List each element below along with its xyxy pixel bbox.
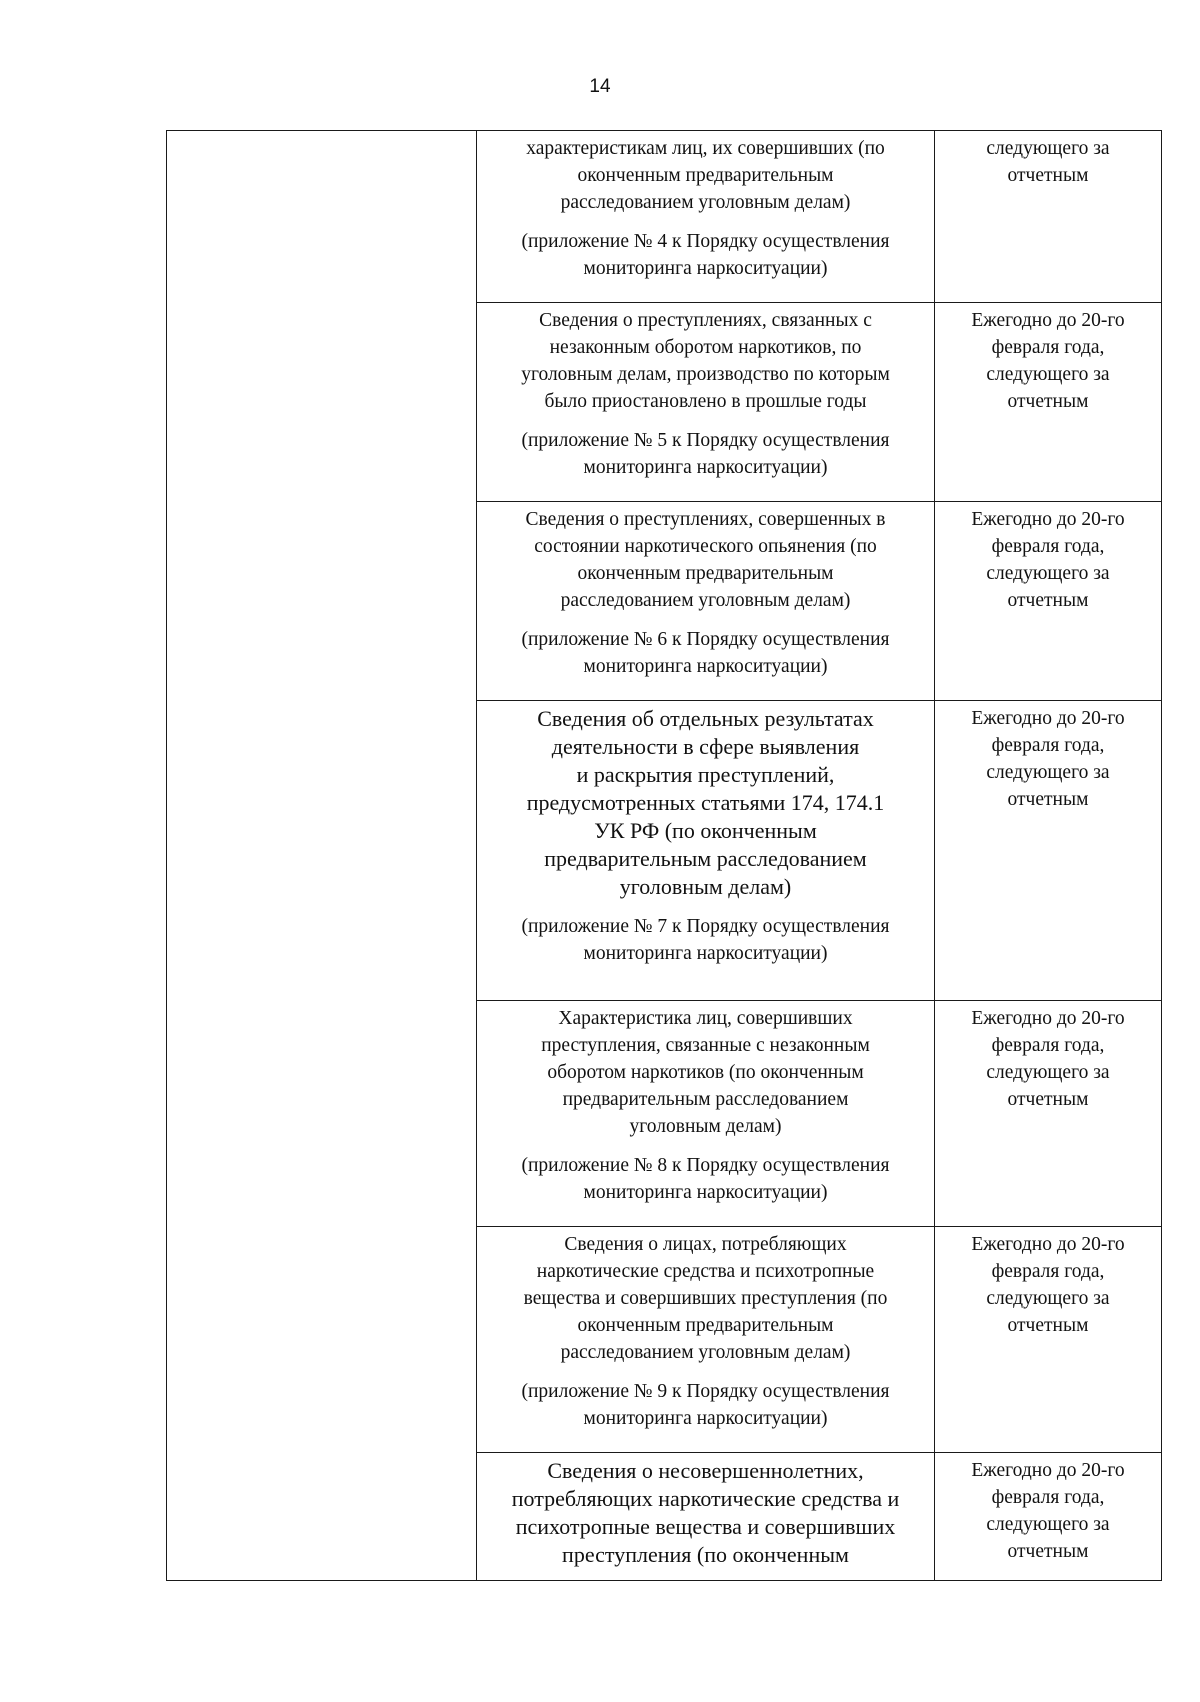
text-line: Сведения о несовершеннолетних,	[547, 1458, 864, 1483]
appendix-reference	[477, 1140, 934, 1216]
deadline-cell	[935, 1001, 1162, 1227]
text-line: предварительным расследованием	[544, 846, 867, 871]
report-description-cell	[477, 701, 935, 1001]
text-line: оконченным предварительным	[577, 165, 834, 186]
deadline-text	[935, 1227, 1161, 1339]
text-line: отчетным	[1007, 789, 1089, 810]
text-line: февраля года,	[991, 735, 1105, 756]
deadline-cell	[935, 303, 1162, 502]
report-description-cell	[477, 502, 935, 701]
text-line: психотропные вещества и совершивших	[515, 1514, 896, 1539]
text-line: следующего за	[986, 1062, 1110, 1083]
appendix-reference	[477, 614, 934, 690]
text-line: отчетным	[1007, 1541, 1089, 1562]
text-line: было приостановлено в прошлые годы	[544, 391, 867, 412]
appendix-reference	[477, 901, 934, 977]
report-description-cell	[477, 1227, 935, 1453]
deadline-cell	[935, 701, 1162, 1001]
table-row	[167, 131, 1162, 303]
report-description-cell	[477, 131, 935, 303]
text-line: следующего за	[986, 364, 1110, 385]
text-line: Сведения о лицах, потребляющих	[564, 1234, 847, 1255]
text-line: Ежегодно до 20-го	[971, 708, 1125, 729]
text-line: оконченным предварительным	[577, 563, 834, 584]
text-line: уголовным делам)	[629, 1116, 782, 1137]
deadline-text	[935, 701, 1161, 813]
text-line: Сведения о преступлениях, связанных с	[539, 310, 872, 331]
text-line: расследованием уголовным делам)	[560, 1342, 851, 1363]
deadline-cell	[935, 502, 1162, 701]
report-description	[477, 131, 934, 216]
text-line: уголовным делам)	[619, 874, 792, 899]
text-line: следующего за	[986, 138, 1110, 159]
deadline-cell	[935, 1453, 1162, 1581]
page-number: 14	[589, 76, 611, 97]
text-line: мониторинга наркоситуации)	[583, 943, 828, 964]
report-description	[477, 502, 934, 614]
report-description	[477, 1453, 934, 1569]
text-line: февраля года,	[991, 337, 1105, 358]
text-line: (приложение № 9 к Порядку осуществления	[521, 1381, 890, 1402]
text-line: деятельности в сфере выявления	[551, 734, 860, 759]
appendix-reference	[477, 415, 934, 491]
deadline-text	[935, 303, 1161, 415]
report-description-cell	[477, 303, 935, 502]
text-line: Ежегодно до 20-го	[971, 1460, 1125, 1481]
text-line: вещества и совершивших преступления (по	[523, 1288, 888, 1309]
text-line: (приложение № 4 к Порядку осуществления	[521, 231, 890, 252]
deadline-cell	[935, 1227, 1162, 1453]
text-line: (приложение № 6 к Порядку осуществления	[521, 629, 890, 650]
text-line: февраля года,	[991, 1035, 1105, 1056]
text-line: следующего за	[986, 1514, 1110, 1535]
text-line: мониторинга наркоситуации)	[583, 1182, 828, 1203]
text-line: расследованием уголовным делам)	[560, 590, 851, 611]
text-line: характеристикам лиц, их совершивших (по	[526, 138, 885, 159]
appendix-reference	[477, 216, 934, 292]
deadline-text	[935, 502, 1161, 614]
text-line: Ежегодно до 20-го	[971, 1234, 1125, 1255]
text-line: следующего за	[986, 1288, 1110, 1309]
text-line: (приложение № 7 к Порядку осуществления	[521, 916, 890, 937]
text-line: предварительным расследованием	[562, 1089, 849, 1110]
deadline-text	[935, 131, 1161, 189]
text-line: февраля года,	[991, 536, 1105, 557]
text-line: предусмотренных статьями 174, 174.1	[526, 790, 885, 815]
text-line: Ежегодно до 20-го	[971, 1008, 1125, 1029]
report-description-cell	[477, 1453, 935, 1581]
text-line: мониторинга наркоситуации)	[583, 258, 828, 279]
text-line: Ежегодно до 20-го	[971, 310, 1125, 331]
deadline-text	[935, 1001, 1161, 1113]
appendix-reference	[477, 1366, 934, 1442]
text-line: расследованием уголовным делам)	[560, 192, 851, 213]
monitoring-reports-table	[166, 130, 1162, 1581]
text-line: незаконным оборотом наркотиков, по	[549, 337, 862, 358]
text-line: февраля года,	[991, 1487, 1105, 1508]
text-line: оконченным предварительным	[577, 1315, 834, 1336]
text-line: мониторинга наркоситуации)	[583, 656, 828, 677]
text-line: следующего за	[986, 563, 1110, 584]
text-line: отчетным	[1007, 1315, 1089, 1336]
text-line: преступления (по оконченным	[562, 1542, 849, 1567]
report-description	[477, 1001, 934, 1140]
text-line: мониторинга наркоситуации)	[583, 1408, 828, 1429]
report-description	[477, 701, 934, 901]
report-description	[477, 1227, 934, 1366]
text-line: оборотом наркотиков (по оконченным	[547, 1062, 864, 1083]
text-line: отчетным	[1007, 1089, 1089, 1110]
text-line: и раскрытия преступлений,	[576, 762, 835, 787]
text-line: наркотические средства и психотропные	[536, 1261, 875, 1282]
text-line: УК РФ (по оконченным	[594, 818, 817, 843]
text-line: Сведения об отдельных результатах	[537, 706, 874, 731]
text-line: потребляющих наркотические средства и	[511, 1486, 900, 1511]
text-line: мониторинга наркоситуации)	[583, 457, 828, 478]
text-line: февраля года,	[991, 1261, 1105, 1282]
text-line: Сведения о преступлениях, совершенных в	[525, 509, 886, 530]
text-line: Характеристика лиц, совершивших	[558, 1008, 853, 1029]
text-line: отчетным	[1007, 590, 1089, 611]
text-line: (приложение № 8 к Порядку осуществления	[521, 1155, 890, 1176]
report-description	[477, 303, 934, 415]
text-line: отчетным	[1007, 165, 1089, 186]
text-line: следующего за	[986, 762, 1110, 783]
report-description-cell	[477, 1001, 935, 1227]
text-line: состоянии наркотического опьянения (по	[534, 536, 877, 557]
deadline-cell	[935, 131, 1162, 303]
deadline-text	[935, 1453, 1161, 1565]
text-line: Ежегодно до 20-го	[971, 509, 1125, 530]
left-empty-cell	[167, 131, 477, 1581]
text-line: отчетным	[1007, 391, 1089, 412]
text-line: преступления, связанные с незаконным	[541, 1035, 870, 1056]
text-line: уголовным делам, производство по которым	[521, 364, 890, 385]
text-line: (приложение № 5 к Порядку осуществления	[521, 430, 890, 451]
